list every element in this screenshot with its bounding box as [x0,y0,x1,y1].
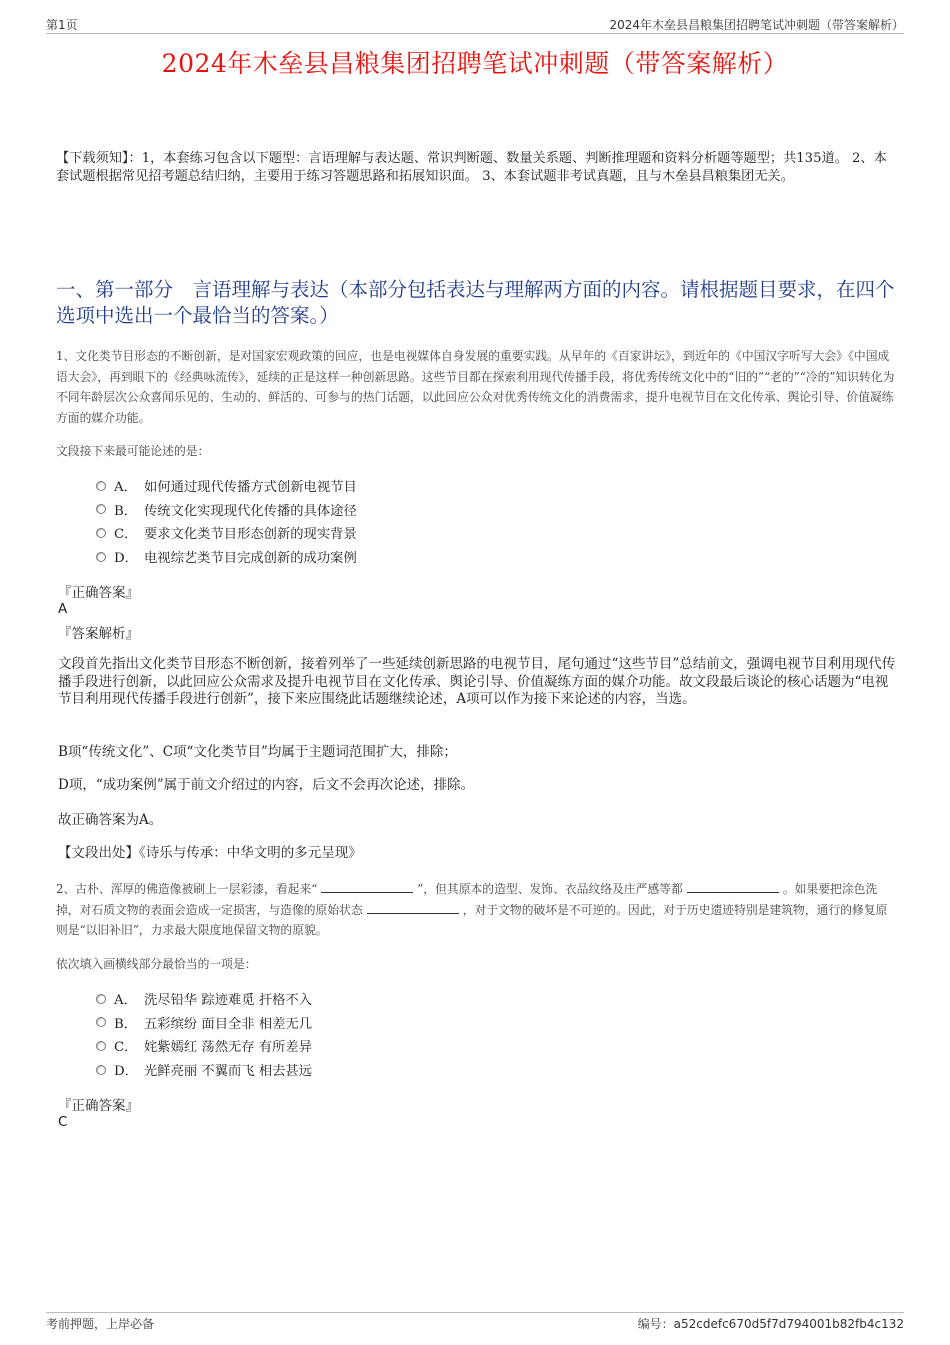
option-letter: A． [114,480,137,496]
radio-icon[interactable] [96,528,106,538]
q1-analysis-label: 『答案解析』 [58,626,139,642]
fill-blank [687,882,779,893]
q1-analysis-paragraph: 文段首先指出文化类节目形态不断创新，接着列举了一些延续创新思路的电视节目，尾句通过“这些节目”总结前文，强调电视节目利用现代传播手段进行创新，以此回应公众需求及提升电视节目在文化传承、舆论引导、价值凝练方面的媒介功能。故文段最后谈论的核心话题为“电视节目利用现代传播手段进行创新”，接下来应围绕此话题继续论述，A项可以作为接下来论述的内容，当选。 [58,656,896,707]
radio-icon[interactable] [96,1017,106,1027]
question-1-text: 1、文化类节目形态的不断创新，是对国家宏观政策的回应，也是电视媒体自身发展的重要实践。从早年的《百家讲坛》，到近年的《中国汉字听写大会》《中国成语大会》，再到眼下的《经典咏流传》，延续的正是这样一种创新思路。这些节目都在探索利用现代传播手段，将优秀传统文化中的“旧的”“老的”“冷的”知识转化为不同年龄层次公众喜闻乐见的、生动的、鲜活的、可参与的热门话题，以此回应公众对优秀传统文化的消费需求，提升电视节目在文化传承、舆论引导、价值凝练方面的媒介功能。 [56,349,895,425]
radio-icon[interactable] [96,1065,106,1075]
q1-option-a[interactable] [96,474,357,498]
question-2-prompt: 依次填入画横线部分最恰当的一项是： [56,957,257,971]
option-text: 电视综艺类节目完成创新的成功案例 [144,551,357,567]
q2-option-a[interactable] [96,987,312,1011]
q1-source: 【文段出处】《诗乐与传承：中华文明的多元呈现》 [58,845,362,861]
option-text: 传统文化实现现代化传播的具体途径 [144,503,357,519]
option-text: 姹紫嫣红 荡然无存 有所差异 [144,1040,313,1056]
radio-icon[interactable] [96,994,106,1004]
option-text: 五彩缤纷 面目全非 相差无几 [144,1016,313,1032]
option-text: 要求文化类节目形态创新的现实背景 [144,527,357,543]
q1-analysis-conclusion: 故正确答案为A。 [58,812,163,828]
q2-text-part: ，对于文物的破坏是不可逆的。因此，对于历史遗迹特别是建筑物，通行的修复原则是“以旧补旧”，力求最大限度地保留文物的原貌。 [56,902,888,937]
q1-option-b[interactable] [96,498,357,522]
q2-option-b[interactable] [96,1011,312,1035]
option-text: 如何通过现代传播方式创新电视节目 [144,480,357,496]
q1-analysis-paragraph: B项“传统文化”、C项“文化类节目”均属于主题词范围扩大，排除； [58,744,457,760]
page-header [46,16,904,34]
radio-icon[interactable] [96,1041,106,1051]
option-letter: B． [114,503,138,519]
header-doc-title: 2024年木垒县昌粮集团招聘笔试冲刺题（带答案解析） [609,18,904,32]
page-footer [46,1312,904,1330]
q1-option-c[interactable] [96,521,357,545]
option-letter: C． [114,527,138,543]
q1-answer: A [58,601,68,617]
section-heading: 一、第一部分 言语理解与表达（本部分包括表达与理解两方面的内容。请根据题目要求，在四个选项中选出一个最恰当的答案。） [56,278,895,327]
radio-icon[interactable] [96,481,106,491]
fill-blank [321,882,413,893]
option-letter: A． [114,993,137,1009]
radio-icon[interactable] [96,552,106,562]
option-text: 洗尽铅华 踪迹难觅 扞格不入 [144,993,313,1009]
option-letter: C． [114,1040,138,1056]
document-title: 2024年木垒县昌粮集团招聘笔试冲刺题（带答案解析） [161,49,789,78]
q2-answer-label: 『正确答案』 [58,1098,139,1114]
option-letter: D． [114,1064,138,1080]
q2-text-part: 。如果要把涂色洗掉，对石质文物的表面会造成一定损害，与造像的原始状态 [56,882,878,917]
footer-slogan: 考前押题，上岸必备 [46,1317,155,1331]
q1-answer-label: 『正确答案』 [58,585,139,601]
option-letter: B． [114,1016,138,1032]
question-1-options [96,474,357,568]
q1-option-d[interactable] [96,545,357,569]
download-notice: 【下载须知】：1，本套练习包含以下题型：言语理解与表达题、常识判断题、数量关系题、判断推理题和资料分析题等题型；共135道。 2、本套试题根据常见招考题总结归纳，主要用于练习答题思路和拓展知识面。 3、本套试题非考试真题，且与木垒县昌粮集团无关。 [56,151,887,184]
q1-analysis-paragraph: D项，“成功案例”属于前文介绍过的内容，后文不会再次论述，排除。 [58,777,475,793]
fill-blank [367,903,459,914]
option-text: 光鲜亮丽 不翼而飞 相去甚远 [144,1064,313,1080]
q2-answer: C [58,1114,68,1130]
q2-text-part: ”，但其原本的造型、发饰、衣品纹络及庄严感等都 [417,882,683,896]
page-number: 第1页 [46,18,78,32]
q2-text-part: 2、古朴、浑厚的佛造像被刷上一层彩漆，看起来“ [56,882,318,896]
question-2-text [56,879,898,941]
question-2-options [96,987,312,1081]
question-1-prompt: 文段接下来最可能论述的是： [56,444,210,458]
radio-icon[interactable] [96,504,106,514]
option-letter: D． [114,551,138,567]
document-id: 编号：a52cdefc670d5f7d794001b82fb4c132 [637,1317,904,1331]
q2-option-c[interactable] [96,1034,312,1058]
q2-option-d[interactable] [96,1058,312,1082]
